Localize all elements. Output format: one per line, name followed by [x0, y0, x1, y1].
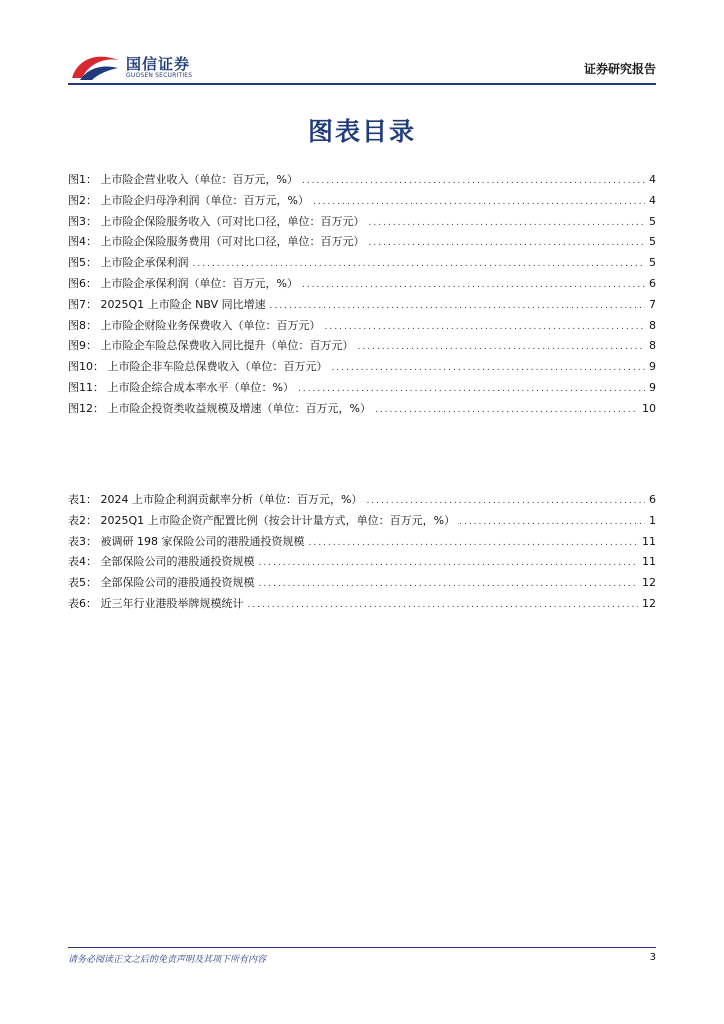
dot-leader — [358, 337, 646, 358]
toc-entry-label: 图7： 2025Q1 上市险企 NBV 同比增速 — [68, 297, 266, 311]
dot-leader — [375, 400, 638, 421]
table-index-row[interactable] — [68, 552, 656, 573]
toc-entry-page: 11 — [642, 555, 656, 569]
dot-leader — [366, 491, 645, 512]
dot-leader — [332, 358, 646, 379]
dot-leader — [302, 171, 645, 192]
guosen-logo-icon — [68, 50, 124, 84]
toc-entry-page: 7 — [649, 297, 656, 311]
toc-entry-label: 图2： 上市险企归母净利润（单位：百万元，%） — [68, 193, 309, 207]
dot-leader — [302, 275, 645, 296]
toc-entry-page: 12 — [642, 596, 656, 610]
disclaimer-note: 请务必阅读正文之后的免责声明及其项下所有内容 — [68, 955, 267, 965]
page-header — [68, 48, 656, 84]
toc-entry-page: 11 — [642, 534, 656, 548]
dot-leader — [325, 317, 646, 338]
dot-leader — [313, 192, 645, 213]
toc-entry-page: 9 — [649, 360, 656, 374]
toc-entry-label: 图9： 上市险企车险总保费收入同比提升（单位：百万元） — [68, 339, 354, 353]
figure-index-row[interactable] — [68, 274, 656, 295]
figure-index-row[interactable] — [68, 295, 656, 316]
dot-leader — [270, 296, 645, 317]
toc-entry-label: 图8： 上市险企财险业务保费收入（单位：百万元） — [68, 318, 321, 332]
toc-entry-label: 图5： 上市险企承保利润 — [68, 256, 189, 270]
figure-index-row[interactable] — [68, 336, 656, 357]
toc-entry-page: 4 — [649, 173, 656, 186]
figure-index-list — [68, 170, 656, 420]
toc-entry-page: 9 — [649, 380, 656, 394]
toc-entry-label: 表5： 全部保险公司的港股通投资规模 — [68, 576, 255, 590]
toc-entry-label: 图10： 上市险企非车险总保费收入（单位：百万元） — [68, 360, 328, 374]
toc-entry-label: 表3： 被调研 198 家保险公司的港股通投资规模 — [68, 534, 305, 548]
dot-leader — [193, 254, 646, 275]
figure-index-row[interactable] — [68, 399, 656, 420]
figure-index-row[interactable] — [68, 378, 656, 399]
toc-entry-label: 图4： 上市险企保险服务费用（可对比口径，单位：百万元） — [68, 235, 365, 249]
toc-entry-page: 5 — [649, 256, 656, 270]
table-index-row[interactable] — [68, 511, 656, 532]
dot-leader — [369, 213, 646, 234]
page-title: 图表目录 — [307, 117, 416, 146]
dot-leader — [259, 574, 639, 595]
figure-index-row[interactable] — [68, 316, 656, 337]
toc-entry-page: 10 — [642, 401, 656, 415]
guosen-logo — [68, 50, 218, 84]
toc-entry-page: 1 — [649, 513, 656, 527]
toc-entry-label: 图12： 上市险企投资类收益规模及增速（单位：百万元，%） — [68, 401, 371, 415]
toc-entry-label: 图3： 上市险企保险服务收入（可对比口径，单位：百万元） — [68, 214, 365, 228]
dot-leader — [459, 512, 645, 533]
header-divider — [68, 83, 656, 85]
table-index-row[interactable] — [68, 490, 656, 511]
figure-index-row[interactable] — [68, 253, 656, 274]
figure-index-row[interactable] — [68, 212, 656, 233]
toc-entry-label: 图11： 上市险企综合成本率水平（单位：%） — [68, 380, 294, 394]
toc-entry-page: 8 — [649, 318, 656, 332]
toc-entry-page: 5 — [649, 235, 656, 249]
dot-leader — [259, 553, 639, 574]
toc-entry-page: 6 — [649, 276, 656, 290]
toc-entry-page: 6 — [649, 493, 656, 506]
table-index-row[interactable] — [68, 532, 656, 553]
table-index-row[interactable] — [68, 573, 656, 594]
toc-entry-page: 12 — [642, 576, 656, 590]
toc-entry-label: 图1： 上市险企营业收入（单位：百万元，%） — [68, 173, 298, 186]
toc-entry-label: 表6： 近三年行业港股举牌规模统计 — [68, 596, 244, 610]
table-index-list — [68, 490, 656, 615]
dot-leader — [369, 233, 646, 254]
toc-entry-label: 表1： 2024 上市险企利润贡献率分析（单位：百万元，%） — [68, 493, 363, 506]
toc-entry-page: 5 — [649, 214, 656, 228]
table-index-row[interactable] — [68, 594, 656, 615]
figure-index-row[interactable] — [68, 170, 656, 191]
toc-entry-page: 8 — [649, 339, 656, 353]
figure-index-row[interactable] — [68, 191, 656, 212]
figure-index-row[interactable] — [68, 357, 656, 378]
figure-index-row[interactable] — [68, 232, 656, 253]
toc-entry-label: 图6： 上市险企承保利润（单位：百万元，%） — [68, 276, 298, 290]
report-type-label: 证券研究报告 — [583, 62, 656, 76]
logo-text-cn: 国信证券 — [126, 55, 191, 73]
logo-text-en: GUOSEN SECURITIES — [126, 72, 193, 79]
toc-entry-label: 表4： 全部保险公司的港股通投资规模 — [68, 555, 255, 569]
dot-leader — [308, 533, 638, 554]
page-number: 3 — [649, 952, 656, 963]
footer-divider — [68, 947, 656, 948]
toc-entry-label: 表2： 2025Q1 上市险企资产配置比例（按会计计量方式，单位：百万元，%） — [68, 513, 456, 527]
dot-leader — [248, 595, 639, 616]
dot-leader — [298, 379, 645, 400]
toc-entry-page: 4 — [649, 193, 656, 207]
